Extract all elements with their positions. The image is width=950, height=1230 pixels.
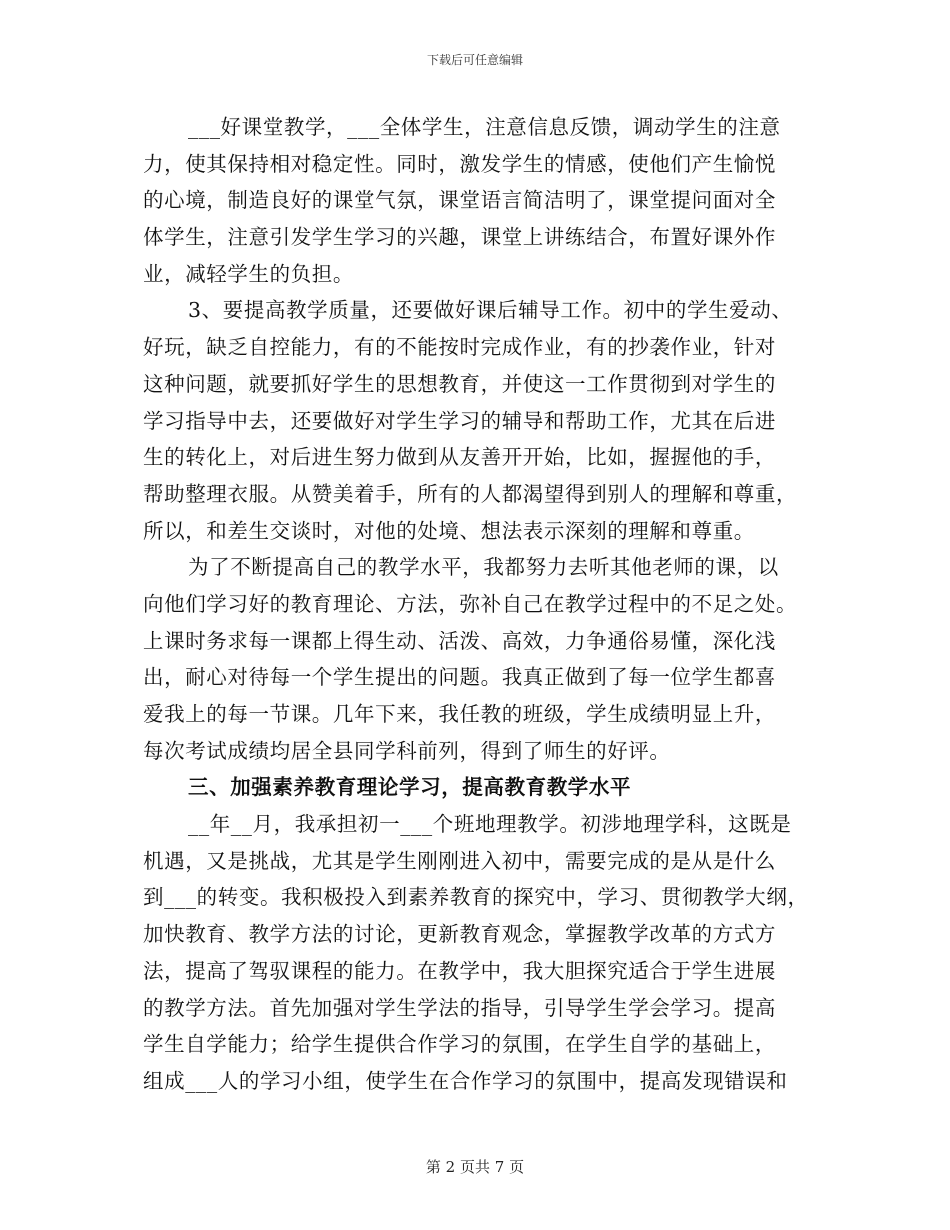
text-line: 为了不断提高自己的教学水平，我都努力去听其他老师的课，以 [188,555,779,580]
text-line: 学习指导中去，还要做好对学生学习的辅导和帮助工作，尤其在后进 [143,408,776,433]
text-line: 这种问题，就要抓好学生的思想教育，并使这一工作贯彻到对学生的 [143,371,776,396]
text-line: 3、要提高教学质量，还要做好课后辅导工作。初中的学生爱动、 [188,298,793,323]
text-line: 组成___人的学习小组，使学生在合作学习的氛围中，提高发现错误和 [143,1068,788,1093]
text-line: 法，提高了驾驭课程的能力。在教学中，我大胆探究适合于学生进展 [143,958,776,983]
text-line: 机遇，又是挑战，尤其是学生刚刚进入初中，需要完成的是从是什么 [143,848,776,873]
document-body [143,109,809,1100]
page-header: 下载后可任意编辑 [426,53,523,67]
text-line: 所以，和差生交谈时，对他的处境、想法表示深刻的理解和尊重。 [143,518,755,543]
section-heading: 三、加强素养教育理论学习，提高教育教学水平 [188,775,632,800]
text-line: 帮助整理衣服。从赞美着手，所有的人都渴望得到别人的理解和尊重， [143,481,798,506]
text-line: 每次考试成绩均居全县同学科前列，得到了师生的好评。 [143,738,671,763]
text-line: 力，使其保持相对稳定性。同时，激发学生的情感，使他们产生愉悦 [143,151,776,176]
text-line: 业，减轻学生的负担。 [143,261,354,286]
text-line: 好玩，缺乏自控能力，有的不能按时完成作业，有的抄袭作业，针对 [143,335,776,360]
text-line: ___好课堂教学，___全体学生，注意信息反馈，调动学生的注意 [188,115,781,139]
text-line: 生的转化上，对后进生努力做到从友善开开始，比如，握握他的手， [143,445,776,470]
text-line: 出，耐心对待每一个学生提出的问题。我真正做到了每一位学生都喜 [143,665,776,690]
page-footer: 第 2 页共 7 页 [425,1158,525,1176]
text-line: 学生自学能力；给学生提供合作学习的氛围，在学生自学的基础上， [143,1032,776,1057]
text-line: 向他们学习好的教育理论、方法，弥补自己在教学过程中的不足之处。 [143,591,798,616]
text-line: 上课时务求每一课都上得生动、活泼、高效，力争通俗易懂，深化浅 [143,628,776,653]
text-line: __年__月，我承担初一___个班地理教学。初涉地理学科，这既是 [188,812,792,837]
text-line: 体学生，注意引发学生学习的兴趣，课堂上讲练结合，布置好课外作 [143,225,776,250]
text-line: 的心境，制造良好的课堂气氛，课堂语言简洁明了，课堂提问面对全 [143,188,776,213]
text-line: 到___的转变。我积极投入到素养教育的探究中，学习、贯彻教学大纲， [143,885,809,910]
text-line: 爱我上的每一节课。几年下来，我任教的班级，学生成绩明显上升， [143,702,776,726]
text-line: 的教学方法。首先加强对学生学法的指导，引导学生学会学习。提高 [143,995,776,1020]
text-line: 加快教育、教学方法的讨论，更新教育观念，掌握教学改革的方式方 [143,922,776,947]
